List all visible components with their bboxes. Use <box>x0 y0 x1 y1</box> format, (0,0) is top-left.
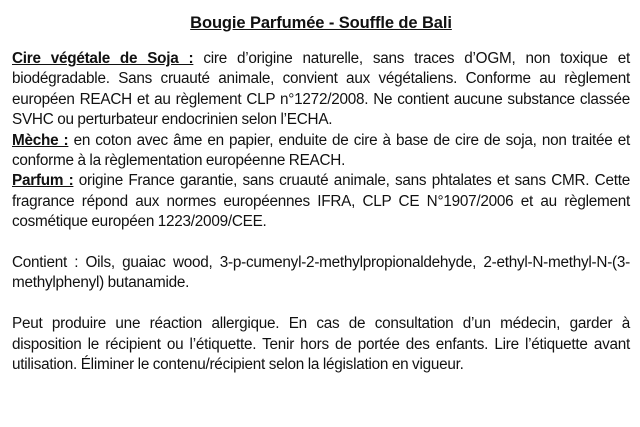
product-label-document <box>12 12 630 375</box>
spacer <box>12 294 630 314</box>
section-wick <box>12 131 630 172</box>
section-wick-text: en coton avec âme en papier, enduite de cire à base de cire de soja, non traitée et conforme à la règlementation européenne REACH. <box>12 131 630 170</box>
section-wax <box>12 49 630 131</box>
spacer <box>12 233 630 253</box>
page-title: Bougie Parfumée - Souffle de Bali <box>190 14 452 32</box>
section-fragrance <box>12 171 630 232</box>
contains-statement: Contient : Oils, guaiac wood, 3-p-cumenyl-2-methylpropionaldehyde, 2-ethyl-N-methyl-N-(3-methylphenyl) butanamide. <box>12 254 630 292</box>
section-wax-text: cire d’origine naturelle, sans traces d’OGM, non toxique et biodégradable. Sans cruauté animale, convient aux végétaliens. Conforme au règlement européen REACH et au règlement CLP n°1272/2008. Ne contient aucune substance classée SVHC ou perturbateur endocrinien selon l’ECHA. <box>12 50 630 129</box>
safety-warning: Peut produire une réaction allergique. En cas de consultation d’un médecin, garder à disposition le récipient ou l’étiquette. Tenir hors de portée des enfants. Lire l’étiquette avant utilisation. Éliminer le contenu/récipient selon la législation en vigueur. <box>12 315 630 374</box>
section-wax-label: Cire végétale de Soja : <box>12 50 194 67</box>
section-fragrance-text: origine France garantie, sans cruauté animale, sans phtalates et sans CMR. Cette fragrance répond aux normes européennes IFRA, CLP CE N°1907/2006 et au règlement cosmétique européen 1223/2009/CEE. <box>12 172 630 231</box>
section-wick-label: Mèche : <box>12 131 69 149</box>
section-fragrance-label: Parfum : <box>12 172 74 190</box>
